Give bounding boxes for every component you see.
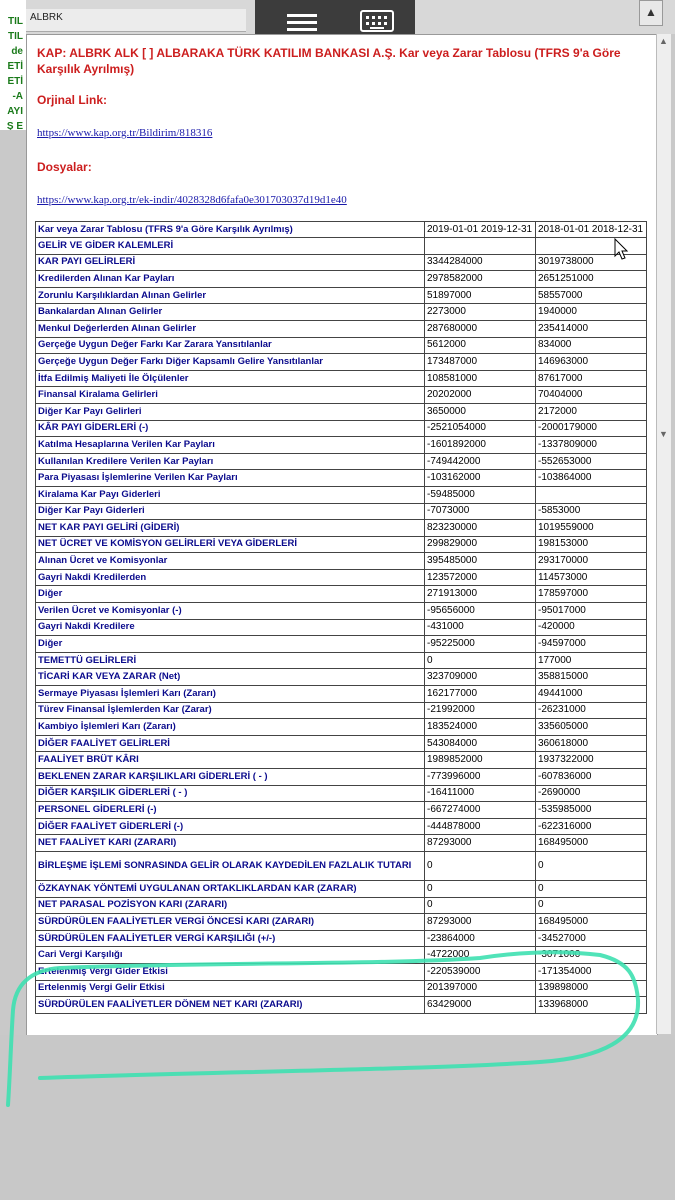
value-2019: -749442000 xyxy=(425,453,536,470)
value-2018: 198153000 xyxy=(536,536,647,553)
value-2018: 168495000 xyxy=(536,914,647,931)
value-2019: 0 xyxy=(425,897,536,914)
value-2018: -171354000 xyxy=(536,963,647,980)
value-2018: 178597000 xyxy=(536,586,647,603)
row-label: SÜRDÜRÜLEN FAALİYETLER VERGİ KARŞILIĞI (+/-) xyxy=(36,930,425,947)
row-label: GELİR VE GİDER KALEMLERİ xyxy=(36,238,425,255)
files-link[interactable]: https://www.kap.org.tr/ek-indir/4028328d6fafa0e301703037d19d1e40 xyxy=(37,194,347,206)
value-2019: 173487000 xyxy=(425,354,536,371)
row-label: Alınan Ücret ve Komisyonlar xyxy=(36,553,425,570)
value-2018: 0 xyxy=(536,851,647,880)
value-2019: 3650000 xyxy=(425,403,536,420)
value-2018: -2690000 xyxy=(536,785,647,802)
value-2019: 20202000 xyxy=(425,387,536,404)
value-2018: 58557000 xyxy=(536,287,647,304)
value-2019: 0 xyxy=(425,880,536,897)
value-2018: 168495000 xyxy=(536,835,647,852)
value-2019: 2273000 xyxy=(425,304,536,321)
value-2019: 3344284000 xyxy=(425,254,536,271)
value-2019: 201397000 xyxy=(425,980,536,997)
row-label: Türev Finansal İşlemlerden Kar (Zarar) xyxy=(36,702,425,719)
value-2019: 87293000 xyxy=(425,914,536,931)
row-label: Gayri Nakdi Kredilere xyxy=(36,619,425,636)
scroll-up-button[interactable]: ▲ xyxy=(639,0,663,26)
row-label: Gerçeğe Uygun Değer Farkı Diğer Kapsamlı Gelire Yansıtılanlar xyxy=(36,354,425,371)
value-2018: -5853000 xyxy=(536,503,647,520)
value-2019: 0 xyxy=(425,652,536,669)
value-2018: -2000179000 xyxy=(536,420,647,437)
left-list-fragment: de xyxy=(11,46,23,57)
value-2019: 287680000 xyxy=(425,320,536,337)
row-label: Menkul Değerlerden Alınan Gelirler xyxy=(36,320,425,337)
value-2019: 299829000 xyxy=(425,536,536,553)
row-label: Para Piyasası İşlemlerine Verilen Kar Payları xyxy=(36,470,425,487)
value-2019: 823230000 xyxy=(425,520,536,537)
value-2019: -4722000 xyxy=(425,947,536,964)
value-2019: -773996000 xyxy=(425,769,536,786)
files-label: Dosyalar: xyxy=(37,160,92,174)
value-2018: 2172000 xyxy=(536,403,647,420)
row-label: Gayri Nakdi Kredilerden xyxy=(36,569,425,586)
value-2018: 70404000 xyxy=(536,387,647,404)
value-2018: -26231000 xyxy=(536,702,647,719)
value-2019: 51897000 xyxy=(425,287,536,304)
value-2019: -667274000 xyxy=(425,802,536,819)
value-2019: 87293000 xyxy=(425,835,536,852)
value-2018: 335605000 xyxy=(536,719,647,736)
row-label: Zorunlu Karşılıklardan Alınan Gelirler xyxy=(36,287,425,304)
row-label: Kredilerden Alınan Kar Payları xyxy=(36,271,425,288)
value-2018: -622316000 xyxy=(536,818,647,835)
value-2018: 49441000 xyxy=(536,686,647,703)
row-label: KÂR PAYI GİDERLERİ (-) xyxy=(36,420,425,437)
value-2019: -444878000 xyxy=(425,818,536,835)
row-label: Gerçeğe Uygun Değer Farkı Kar Zarara Yansıtılanlar xyxy=(36,337,425,354)
value-2019: 162177000 xyxy=(425,686,536,703)
value-2018: -420000 xyxy=(536,619,647,636)
value-2019: -103162000 xyxy=(425,470,536,487)
row-label: NET ÜCRET VE KOMİSYON GELİRLERİ VEYA GİDERLERİ xyxy=(36,536,425,553)
value-2018: 0 xyxy=(536,897,647,914)
original-link[interactable]: https://www.kap.org.tr/Bildirim/818316 xyxy=(37,127,213,139)
value-2018: -3071000 xyxy=(536,947,647,964)
row-label: Diğer Kar Payı Giderleri xyxy=(36,503,425,520)
left-list-fragment: -A xyxy=(12,91,23,102)
left-list-fragment: ETİ xyxy=(7,61,23,72)
value-2019: 395485000 xyxy=(425,553,536,570)
value-2019: -59485000 xyxy=(425,486,536,503)
value-2018: 2651251000 xyxy=(536,271,647,288)
row-label: Cari Vergi Karşılığı xyxy=(36,947,425,964)
left-list-fragment: ETİ xyxy=(7,76,23,87)
value-2018: 146963000 xyxy=(536,354,647,371)
row-label: SÜRDÜRÜLEN FAALİYETLER DÖNEM NET KARI (ZARARI) xyxy=(36,997,425,1014)
table-header-name: Kar veya Zarar Tablosu (TFRS 9'a Göre Karşılık Ayrılmış) xyxy=(36,222,425,238)
value-2019: -21992000 xyxy=(425,702,536,719)
left-list-fragment: TIL xyxy=(8,31,23,42)
value-2018: 235414000 xyxy=(536,320,647,337)
value-2018: 358815000 xyxy=(536,669,647,686)
table-header-2018: 2018-01-01 2018-12-31 xyxy=(536,222,647,238)
row-label: ÖZKAYNAK YÖNTEMİ UYGULANAN ORTAKLIKLARDAN KAR (ZARAR) xyxy=(36,880,425,897)
value-2019: -7073000 xyxy=(425,503,536,520)
value-2019: -1601892000 xyxy=(425,437,536,454)
row-label: DİĞER FAALİYET GİDERLERİ (-) xyxy=(36,818,425,835)
value-2018: -552653000 xyxy=(536,453,647,470)
value-2019: 183524000 xyxy=(425,719,536,736)
vertical-scrollbar[interactable]: ▲ ▼ xyxy=(656,34,671,1034)
row-label: Kullanılan Kredilere Verilen Kar Payları xyxy=(36,453,425,470)
value-2019: 63429000 xyxy=(425,997,536,1014)
window-tab-label[interactable]: ALBRK xyxy=(30,12,63,23)
value-2019: 0 xyxy=(425,851,536,880)
row-label: DİĞER KARŞILIK GİDERLERİ ( - ) xyxy=(36,785,425,802)
value-2018: 1019559000 xyxy=(536,520,647,537)
value-2019: 543084000 xyxy=(425,735,536,752)
left-list-fragment: AYI xyxy=(7,106,23,117)
value-2018: 293170000 xyxy=(536,553,647,570)
row-label: İtfa Edilmiş Maliyeti İle Ölçülenler xyxy=(36,370,425,387)
row-label: FAALİYET BRÜT KÂRI xyxy=(36,752,425,769)
value-2018: 139898000 xyxy=(536,980,647,997)
row-label: Sermaye Piyasası İşlemleri Karı (Zararı) xyxy=(36,686,425,703)
value-2018: 0 xyxy=(536,880,647,897)
row-label: Ertelenmiş Vergi Gider Etkisi xyxy=(36,963,425,980)
value-2018: 1937322000 xyxy=(536,752,647,769)
value-2018: -103864000 xyxy=(536,470,647,487)
value-2018: 1940000 xyxy=(536,304,647,321)
value-2019: -16411000 xyxy=(425,785,536,802)
value-2019: 2978582000 xyxy=(425,271,536,288)
value-2018: -535985000 xyxy=(536,802,647,819)
row-label: NET KAR PAYI GELİRİ (GİDERİ) xyxy=(36,520,425,537)
row-label: Ertelenmiş Vergi Gelir Etkisi xyxy=(36,980,425,997)
value-2018: -34527000 xyxy=(536,930,647,947)
value-2019: 123572000 xyxy=(425,569,536,586)
value-2018: -1337809000 xyxy=(536,437,647,454)
value-2018: -94597000 xyxy=(536,636,647,653)
row-label: Diğer xyxy=(36,636,425,653)
row-label: Kiralama Kar Payı Giderleri xyxy=(36,486,425,503)
row-label: NET PARASAL POZİSYON KARI (ZARARI) xyxy=(36,897,425,914)
value-2019: 5612000 xyxy=(425,337,536,354)
row-label: Katılma Hesaplarına Verilen Kar Payları xyxy=(36,437,425,454)
value-2018: 114573000 xyxy=(536,569,647,586)
value-2018: 360618000 xyxy=(536,735,647,752)
value-2018: 133968000 xyxy=(536,997,647,1014)
row-label: Verilen Ücret ve Komisyonlar (-) xyxy=(36,603,425,620)
value-2019: -23864000 xyxy=(425,930,536,947)
table-header-2019: 2019-01-01 2019-12-31 xyxy=(425,222,536,238)
value-2019: -431000 xyxy=(425,619,536,636)
value-2018: 177000 xyxy=(536,652,647,669)
value-2019: -220539000 xyxy=(425,963,536,980)
row-label: Kambiyo İşlemleri Karı (Zararı) xyxy=(36,719,425,736)
row-label: NET FAALİYET KARI (ZARARI) xyxy=(36,835,425,852)
left-list-fragment: TIL xyxy=(8,16,23,27)
row-label: Diğer Kar Payı Gelirleri xyxy=(36,403,425,420)
value-2018: 87617000 xyxy=(536,370,647,387)
row-label: Finansal Kiralama Gelirleri xyxy=(36,387,425,404)
row-label: Bankalardan Alınan Gelirler xyxy=(36,304,425,321)
row-label: DİĞER FAALİYET GELİRLERİ xyxy=(36,735,425,752)
row-label: TEMETTÜ GELİRLERİ xyxy=(36,652,425,669)
value-2019: -2521054000 xyxy=(425,420,536,437)
row-label: SÜRDÜRÜLEN FAALİYETLER VERGİ ÖNCESİ KARI (ZARARI) xyxy=(36,914,425,931)
value-2019: 108581000 xyxy=(425,370,536,387)
row-label: KAR PAYI GELİRLERİ xyxy=(36,254,425,271)
original-link-label: Orjinal Link: xyxy=(37,93,108,107)
row-label: Diğer xyxy=(36,586,425,603)
value-2019: 1989852000 xyxy=(425,752,536,769)
value-2018: 834000 xyxy=(536,337,647,354)
page-title: KAP: ALBRK ALK [ ] ALBARAKA TÜRK KATILIM BANKASI A.Ş. Kar veya Zarar Tablosu (TFRS 9'a Göre Karşılık Ayrılmış) xyxy=(37,46,621,76)
value-2019: -95656000 xyxy=(425,603,536,620)
value-2019: 271913000 xyxy=(425,586,536,603)
value-2018: 3019738000 xyxy=(536,254,647,271)
value-2018: -95017000 xyxy=(536,603,647,620)
row-label: TİCARİ KAR VEYA ZARAR (Net) xyxy=(36,669,425,686)
value-2019: -95225000 xyxy=(425,636,536,653)
value-2019: 323709000 xyxy=(425,669,536,686)
row-label: PERSONEL GİDERLERİ (-) xyxy=(36,802,425,819)
left-list-fragment: Ş E xyxy=(6,121,23,130)
row-label: BEKLENEN ZARAR KARŞILIKLARI GİDERLERİ ( - ) xyxy=(36,769,425,786)
row-label: BİRLEŞME İŞLEMİ SONRASINDA GELİR OLARAK KAYDEDİLEN FAZLALIK TUTARI xyxy=(36,851,425,880)
value-2018: -607836000 xyxy=(536,769,647,786)
